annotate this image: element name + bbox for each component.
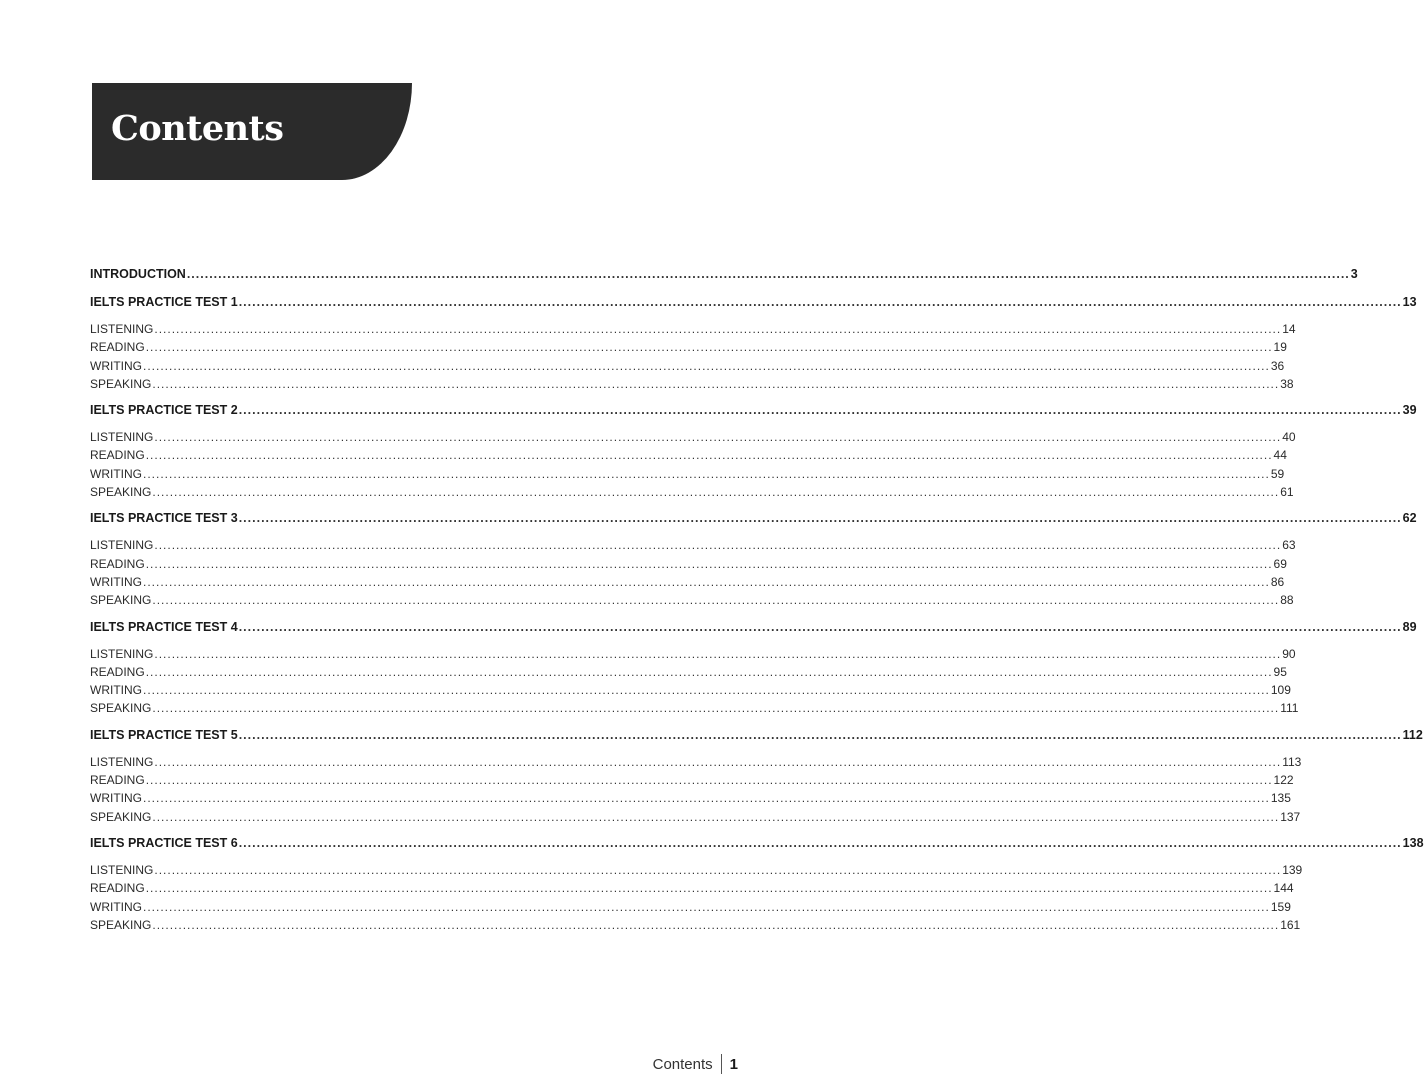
toc-entry-label: WRITING bbox=[90, 683, 142, 698]
toc-entry-page-number: 88 bbox=[1280, 593, 1294, 608]
toc-entry-page-number: 40 bbox=[1282, 430, 1296, 445]
toc-entry-label: LISTENING bbox=[90, 754, 154, 769]
toc-subsection-entry[interactable] bbox=[90, 573, 1285, 591]
toc-dot-leader: .................................................................................................................................................................................................................................................................... bbox=[152, 485, 1280, 500]
toc-entry-page-number: 139 bbox=[1282, 862, 1303, 877]
footer-divider bbox=[721, 1054, 722, 1074]
toc-entry-label: LISTENING bbox=[90, 862, 154, 877]
toc-entry-label: WRITING bbox=[90, 574, 142, 589]
toc-dot-leader: .................................................................................................................................................................................................................................................................... bbox=[143, 574, 1270, 589]
toc-dot-leader: .................................................................................................................................................................................................................................................................... bbox=[152, 809, 1280, 824]
toc-entry-label: READING bbox=[90, 881, 145, 896]
toc-entry-label: READING bbox=[90, 340, 145, 355]
toc-dot-leader: .................................................................................................................................................................................................................................................................... bbox=[238, 727, 1402, 742]
toc-entry-label: LISTENING bbox=[90, 322, 154, 336]
toc-subsection-entry[interactable] bbox=[90, 591, 1294, 609]
toc-dot-leader: .................................................................................................................................................................................................................................................................... bbox=[238, 835, 1402, 850]
toc-entry-label: WRITING bbox=[90, 358, 142, 373]
toc-entry-page-number: 135 bbox=[1270, 791, 1291, 806]
toc-subsection-entry[interactable] bbox=[90, 663, 1287, 681]
toc-entry-page-number: 38 bbox=[1280, 376, 1294, 391]
toc-entry-page-number: 144 bbox=[1273, 881, 1294, 896]
footer-section-label: Contents bbox=[652, 1055, 713, 1073]
table-of-contents bbox=[90, 264, 1424, 934]
toc-subsection-entry[interactable] bbox=[90, 338, 1287, 356]
toc-dot-leader: .................................................................................................................................................................................................................................................................... bbox=[145, 556, 1273, 571]
page-footer bbox=[653, 1052, 738, 1076]
toc-dot-leader: .................................................................................................................................................................................................................................................................... bbox=[143, 466, 1270, 481]
toc-entry-label: SPEAKING bbox=[90, 701, 152, 716]
toc-dot-leader: .................................................................................................................................................................................................................................................................... bbox=[154, 862, 1282, 877]
toc-entry-page-number: 138 bbox=[1402, 835, 1424, 850]
toc-subsection-entry[interactable] bbox=[90, 699, 1299, 717]
toc-entry-label: IELTS PRACTICE TEST 2 bbox=[90, 403, 238, 418]
page-title: Contents bbox=[111, 108, 284, 149]
toc-dot-leader: .................................................................................................................................................................................................................................................................... bbox=[145, 448, 1273, 463]
toc-entry-label: READING bbox=[90, 556, 145, 571]
toc-entry-label: SPEAKING bbox=[90, 485, 152, 500]
toc-entry-page-number: 13 bbox=[1402, 295, 1417, 309]
toc-subsection-entry[interactable] bbox=[90, 428, 1296, 446]
toc-entry-page-number: 19 bbox=[1273, 340, 1287, 355]
toc-section-entry[interactable] bbox=[90, 617, 1417, 638]
toc-entry-page-number: 111 bbox=[1280, 701, 1299, 716]
toc-section-entry[interactable] bbox=[90, 508, 1417, 529]
toc-dot-leader: .................................................................................................................................................................................................................................................................... bbox=[152, 701, 1280, 716]
toc-entry-page-number: 122 bbox=[1273, 773, 1294, 788]
toc-subsection-entry[interactable] bbox=[90, 879, 1294, 897]
toc-entry-label: IELTS PRACTICE TEST 1 bbox=[90, 295, 238, 309]
toc-entry-label: INTRODUCTION bbox=[90, 267, 186, 281]
toc-entry-page-number: 137 bbox=[1280, 809, 1301, 824]
toc-dot-leader: .................................................................................................................................................................................................................................................................... bbox=[154, 322, 1282, 336]
toc-dot-leader: .................................................................................................................................................................................................................................................................... bbox=[145, 340, 1273, 355]
toc-subsection-entry[interactable] bbox=[90, 808, 1301, 826]
toc-dot-leader: .................................................................................................................................................................................................................................................................... bbox=[154, 646, 1282, 661]
toc-entry-page-number: 14 bbox=[1282, 322, 1296, 336]
toc-subsection-entry[interactable] bbox=[90, 789, 1291, 807]
toc-subsection-entry[interactable] bbox=[90, 753, 1302, 771]
toc-entry-label: LISTENING bbox=[90, 430, 154, 445]
toc-entry-label: SPEAKING bbox=[90, 376, 152, 391]
toc-subsection-entry[interactable] bbox=[90, 357, 1285, 375]
toc-entry-page-number: 89 bbox=[1402, 619, 1417, 634]
toc-entry-page-number: 159 bbox=[1270, 899, 1291, 914]
toc-entry-label: SPEAKING bbox=[90, 809, 152, 824]
toc-section-entry[interactable] bbox=[90, 725, 1423, 746]
toc-entry-page-number: 112 bbox=[1402, 727, 1423, 742]
toc-entry-page-number: 109 bbox=[1270, 683, 1291, 698]
toc-entry-label: WRITING bbox=[90, 791, 142, 806]
page-number: 1 bbox=[729, 1055, 738, 1073]
toc-dot-leader: .................................................................................................................................................................................................................................................................... bbox=[238, 619, 1402, 634]
toc-entry-page-number: 36 bbox=[1270, 358, 1285, 373]
toc-entry-label: READING bbox=[90, 773, 145, 788]
toc-entry-label: WRITING bbox=[90, 466, 142, 481]
toc-entry-page-number: 63 bbox=[1282, 538, 1296, 553]
toc-subsection-entry[interactable] bbox=[90, 483, 1294, 501]
toc-subsection-entry[interactable] bbox=[90, 446, 1287, 464]
toc-subsection-entry[interactable] bbox=[90, 771, 1294, 789]
toc-entry-page-number: 44 bbox=[1273, 448, 1287, 463]
toc-dot-leader: .................................................................................................................................................................................................................................................................... bbox=[143, 791, 1270, 806]
toc-subsection-entry[interactable] bbox=[90, 320, 1296, 338]
toc-entry-page-number: 39 bbox=[1402, 403, 1417, 418]
toc-section-entry[interactable] bbox=[90, 264, 1358, 285]
toc-entry-label: SPEAKING bbox=[90, 917, 152, 932]
toc-entry-page-number: 95 bbox=[1273, 664, 1287, 679]
toc-subsection-entry[interactable] bbox=[90, 465, 1285, 483]
toc-dot-leader: .................................................................................................................................................................................................................................................................... bbox=[152, 917, 1280, 932]
toc-subsection-entry[interactable] bbox=[90, 645, 1296, 663]
toc-dot-leader: .................................................................................................................................................................................................................................................................... bbox=[154, 430, 1282, 445]
toc-entry-page-number: 59 bbox=[1270, 466, 1285, 481]
toc-dot-leader: .................................................................................................................................................................................................................................................................... bbox=[145, 664, 1273, 679]
toc-entry-page-number: 62 bbox=[1402, 511, 1417, 526]
toc-subsection-entry[interactable] bbox=[90, 916, 1301, 934]
toc-entry-label: LISTENING bbox=[90, 538, 154, 553]
toc-subsection-entry[interactable] bbox=[90, 861, 1303, 879]
toc-dot-leader: .................................................................................................................................................................................................................................................................... bbox=[143, 683, 1270, 698]
toc-entry-label: WRITING bbox=[90, 899, 142, 914]
toc-dot-leader: .................................................................................................................................................................................................................................................................... bbox=[152, 593, 1280, 608]
toc-entry-page-number: 61 bbox=[1280, 485, 1294, 500]
toc-entry-page-number: 86 bbox=[1270, 574, 1285, 589]
toc-dot-leader: .................................................................................................................................................................................................................................................................... bbox=[143, 358, 1270, 373]
toc-entry-label: IELTS PRACTICE TEST 6 bbox=[90, 835, 238, 850]
toc-entry-label: IELTS PRACTICE TEST 4 bbox=[90, 619, 238, 634]
toc-entry-label: LISTENING bbox=[90, 646, 154, 661]
toc-dot-leader: .................................................................................................................................................................................................................................................................... bbox=[238, 295, 1402, 309]
toc-dot-leader: .................................................................................................................................................................................................................................................................... bbox=[152, 376, 1280, 391]
toc-entry-label: IELTS PRACTICE TEST 3 bbox=[90, 511, 238, 526]
toc-entry-label: SPEAKING bbox=[90, 593, 152, 608]
toc-subsection-entry[interactable] bbox=[90, 375, 1294, 393]
toc-subsection-entry[interactable] bbox=[90, 898, 1291, 916]
toc-dot-leader: .................................................................................................................................................................................................................................................................... bbox=[145, 881, 1273, 896]
toc-entry-label: IELTS PRACTICE TEST 5 bbox=[90, 727, 238, 742]
toc-subsection-entry[interactable] bbox=[90, 555, 1287, 573]
toc-dot-leader: .................................................................................................................................................................................................................................................................... bbox=[238, 511, 1402, 526]
toc-subsection-entry[interactable] bbox=[90, 681, 1291, 699]
contents-header-banner bbox=[92, 83, 412, 180]
toc-dot-leader: .................................................................................................................................................................................................................................................................... bbox=[186, 267, 1350, 281]
toc-section-entry[interactable] bbox=[90, 292, 1417, 313]
toc-entry-page-number: 90 bbox=[1282, 646, 1296, 661]
toc-entry-page-number: 69 bbox=[1273, 556, 1287, 571]
toc-entry-page-number: 3 bbox=[1350, 267, 1358, 281]
toc-entry-page-number: 161 bbox=[1280, 917, 1301, 932]
toc-entry-label: READING bbox=[90, 664, 145, 679]
toc-dot-leader: .................................................................................................................................................................................................................................................................... bbox=[238, 403, 1402, 418]
toc-section-entry[interactable] bbox=[90, 833, 1424, 854]
toc-dot-leader: .................................................................................................................................................................................................................................................................... bbox=[143, 899, 1270, 914]
toc-dot-leader: .................................................................................................................................................................................................................................................................... bbox=[154, 538, 1282, 553]
toc-dot-leader: .................................................................................................................................................................................................................................................................... bbox=[154, 754, 1282, 769]
toc-entry-page-number: 113 bbox=[1282, 754, 1302, 769]
toc-entry-label: READING bbox=[90, 448, 145, 463]
toc-dot-leader: .................................................................................................................................................................................................................................................................... bbox=[145, 773, 1273, 788]
toc-subsection-entry[interactable] bbox=[90, 536, 1296, 554]
toc-section-entry[interactable] bbox=[90, 400, 1417, 421]
